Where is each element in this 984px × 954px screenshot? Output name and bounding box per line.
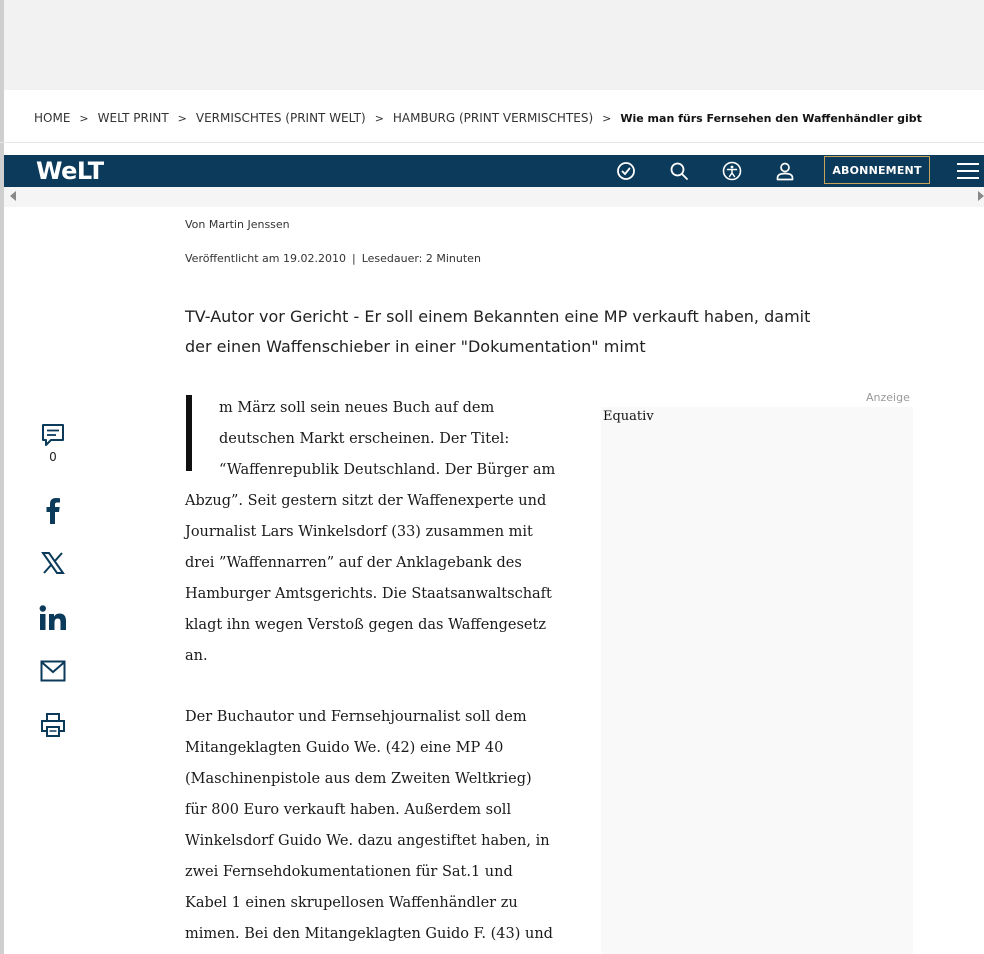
clock-icon[interactable]	[616, 161, 636, 181]
scroll-right-arrow-icon[interactable]	[978, 191, 984, 201]
breadcrumb-separator: >	[374, 111, 384, 125]
meta-separator: |	[351, 252, 356, 265]
menu-icon[interactable]	[956, 161, 980, 181]
facebook-icon	[40, 496, 66, 524]
text-line: Hamburger Amtsgerichts. Die Staatsanwaltschaft	[185, 586, 552, 602]
comment-icon	[40, 422, 66, 448]
breadcrumb-separator: >	[79, 111, 89, 125]
facebook-share[interactable]	[30, 496, 76, 524]
text-line: deutschen Markt erscheinen. Der Titel:	[219, 431, 510, 447]
text-line: zwei Fernsehdokumentationen für Sat.1 und	[185, 864, 513, 880]
article-paragraph	[185, 393, 570, 672]
breadcrumb-separator: >	[602, 111, 612, 125]
accessibility-icon[interactable]	[722, 161, 742, 181]
text-line: Journalist Lars Winkelsdorf (33) zusammen mit	[185, 524, 533, 540]
search-icon[interactable]	[669, 161, 689, 181]
article-author: Von Martin Jenssen	[185, 218, 290, 231]
text-line: an.	[185, 648, 208, 664]
comment-count: 0	[49, 450, 57, 464]
text-line: mimen. Bei den Mitangeklagten Guido F. (43) und	[185, 926, 553, 942]
breadcrumb-vermischtes[interactable]: VERMISCHTES (PRINT WELT)	[195, 111, 366, 125]
ad-banner-area	[0, 0, 984, 90]
mail-share[interactable]	[30, 660, 76, 682]
text-line: für 800 Euro verkauft haben. Außerdem soll	[185, 802, 512, 818]
x-share[interactable]	[30, 550, 76, 576]
window-left-edge	[0, 0, 4, 954]
lead-line: TV-Autor vor Gericht - Er soll einem Bekannten eine MP verkauft haben, damit	[185, 307, 811, 326]
breadcrumb-current: Wie man fürs Fernsehen den Waffenhändler gibt	[620, 111, 922, 125]
published-date: Veröffentlicht am 19.02.2010	[185, 252, 346, 265]
article-meta	[185, 252, 481, 265]
ad-label: Anzeige	[866, 391, 910, 404]
x-icon	[40, 550, 66, 576]
lead-line: der einen Waffenschieber in einer "Dokumentation" mimt	[185, 337, 646, 356]
print-button[interactable]	[30, 712, 76, 738]
text-line: (Maschinenpistole aus dem Zweiten Weltkrieg)	[185, 771, 532, 787]
text-line: Der Buchautor und Fernsehjournalist soll dem	[185, 709, 527, 725]
reading-time: Lesedauer: 2 Minuten	[361, 252, 481, 265]
text-line: m März soll sein neues Buch auf dem	[219, 400, 495, 416]
subscribe-button[interactable]: ABONNEMENT	[824, 156, 930, 184]
article-paragraph	[185, 702, 570, 950]
ad-container[interactable]	[601, 407, 913, 954]
user-icon[interactable]	[775, 161, 795, 181]
welt-logo[interactable]: WeLT	[36, 157, 104, 185]
text-line: klagt ihn wegen Verstoß gegen das Waffengesetz	[185, 617, 546, 633]
text-line: Abzug”. Seit gestern sitzt der Waffenexperte und	[185, 493, 547, 509]
divider	[0, 142, 984, 143]
breadcrumb-home[interactable]: HOME	[34, 111, 71, 125]
breadcrumb-welt-print[interactable]: WELT PRINT	[97, 111, 169, 125]
text-line: drei ”Waffennarren” auf der Anklagebank des	[185, 555, 522, 571]
comments-link[interactable]	[30, 422, 76, 464]
print-icon	[40, 712, 66, 738]
main-navbar	[4, 155, 984, 187]
text-line: Kabel 1 einen skrupellosen Waffenhändler zu	[185, 895, 518, 911]
breadcrumb-hamburg[interactable]: HAMBURG (PRINT VERMISCHTES)	[392, 111, 594, 125]
article-body	[185, 393, 570, 950]
breadcrumb	[34, 109, 979, 127]
ad-provider-text: Equativ	[603, 409, 654, 424]
breadcrumb-separator: >	[177, 111, 187, 125]
text-line: Mitangeklagten Guido We. (42) eine MP 40	[185, 740, 504, 756]
linkedin-icon	[39, 604, 67, 632]
horizontal-scrollbar[interactable]	[4, 187, 984, 207]
mail-icon	[40, 660, 66, 682]
scroll-left-arrow-icon[interactable]	[10, 191, 16, 201]
text-line: “Waffenrepublik Deutschland. Der Bürger am	[219, 462, 556, 478]
linkedin-share[interactable]	[30, 604, 76, 632]
text-line: Winkelsdorf Guido We. dazu angestiftet haben, in	[185, 833, 550, 849]
article-lead	[185, 302, 835, 362]
